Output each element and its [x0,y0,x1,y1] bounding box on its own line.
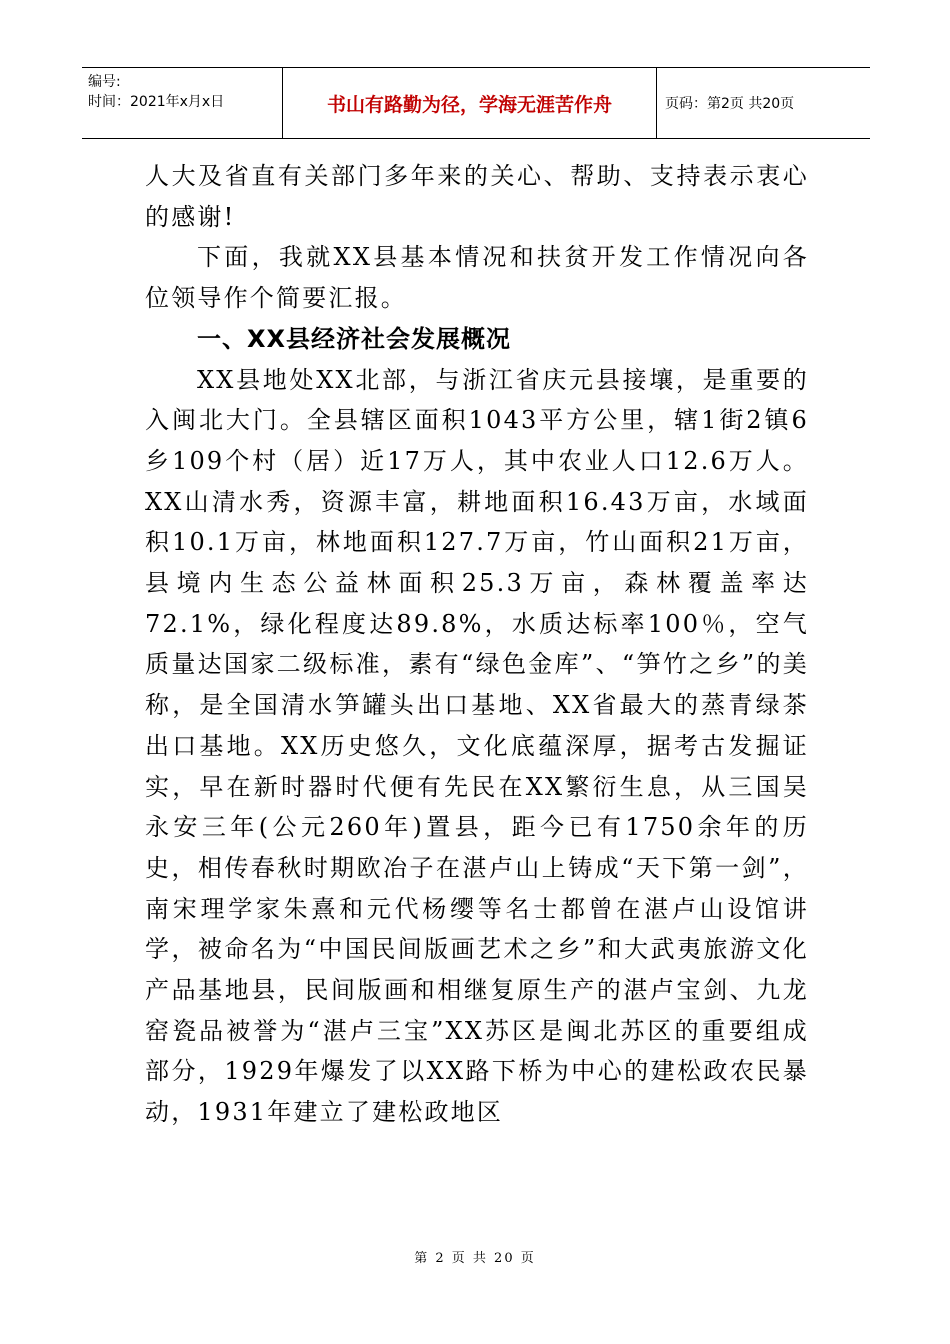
page-footer: 第 2 页 共 20 页 [414,1251,536,1266]
page-header [82,67,870,139]
header-page-code: 页码：第2页 共20页 [665,96,795,112]
body-paragraph: 下面，我就XX县基本情况和扶贫开发工作情况向各位领导作个简要汇报。 [145,243,809,313]
body-paragraph: 人大及省直有关部门多年来的关心、帮助、支持表示衷心的感谢! [145,162,809,231]
section-heading: 一、XX县经济社会发展概况 [197,324,512,353]
document-date: 时间：2021年x月x日 [88,94,225,110]
body-paragraph: XX县地处XX北部，与浙江省庆元县接壤，是重要的入闽北大门。全县辖区面积1043平方公里，辖1街2镇6乡109个村（居）近17万人，其中农业人口12.6万人。XX山清水秀，资源丰富，耕地面积16.43万亩，水域面积10.1万亩，林地面积127.7万亩，竹山面积21万亩，县境内生态公益林面积25.3万亩，森林覆盖率达72.1%，绿化程度达89.8%，水质达标率100％，空气质量达国家二级标准，素有“绿色金库”、“笋竹之乡”的美称，是全国清水笋罐头出口基地、XX省最大的蒸青绿茶出口基地。XX历史悠久，文化底蕴深厚，据考古发掘证实，早在新时器时代便有先民在XX繁衍生息，从三国吴永安三年(公元260年)置县，距今已有1750余年的历史，相传春秋时期欧冶子在湛卢山上铸成“天下第一剑”，南宋理学家朱熹和元代杨缨等名士都曾在湛卢山设馆讲学，被命名为“中国民间版画艺术之乡”和大武夷旅游文化产品基地县，民间版画和相继复原生产的湛卢宝剑、九龙窑瓷品被誉为“湛卢三宝”XX苏区是闽北苏区的重要组成部分，1929年爆发了以XX路下桥为中心的建松政农民暴动，1931年建立了建松政地区 [145,365,809,1127]
header-meta [82,68,283,138]
document-number-label: 编号: [88,74,121,90]
document-body [145,156,809,1133]
header-motto: 书山有路勤为径，学海无涯苦作舟 [283,68,657,138]
